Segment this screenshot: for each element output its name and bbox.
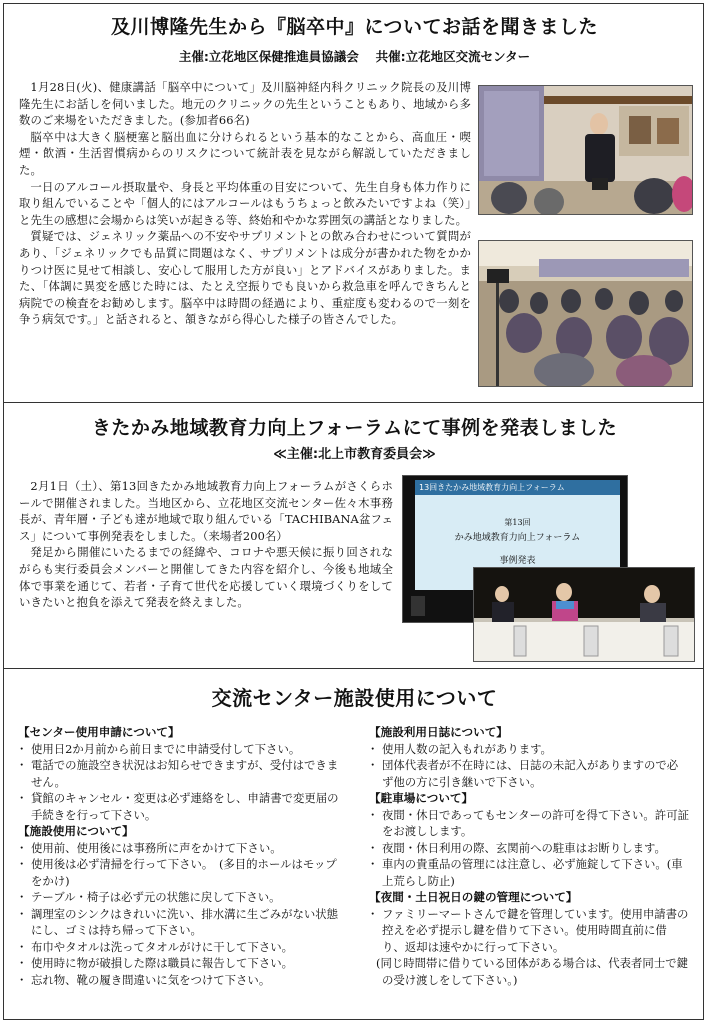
list-item: ・ 夜間・休日であってもセンターの許可を得て下さい。許可証をお渡しします。 [369, 807, 689, 840]
key-management-list [369, 906, 689, 956]
section1-paragraph: 脳卒中は大きく脳梗塞と脳出血に分けられるという基本的なことから、高血圧・喫煙・飲酒・生活習慣病からのリスクについて統計表を見ながら解説していただきました。 [19, 129, 471, 177]
section1-title: 及川博隆先生から『脳卒中』についてお話を聞きました [110, 16, 599, 38]
usage-log-heading: 【施設利用日誌について】 [369, 725, 508, 739]
list-item: ・ 忘れ物、靴の履き間違いに気をつけて下さい。 [18, 972, 343, 989]
key-management-note: (同じ時間帯に借りている団体がある場合は、代表者同士で鍵の受け渡しをして下さい。) [376, 956, 688, 987]
section1-paragraph: 1月28日(火)、健康講話「脳卒中について」及川脳神経内科クリニック院長の及川博隆先生にお話しを伺いました。地元のクリニックの先生ということもあり、地域から多数のご来場をいただきました。(参加者66名) [19, 80, 471, 128]
list-item: ・ 貸館のキャンセル・変更は必ず連絡をし、申請書で変更届の手続きを行って下さい。 [18, 790, 343, 823]
section-divider-2 [3, 668, 704, 669]
lecture-speaker-photo [478, 85, 693, 215]
list-item: ・ ファミリーマートさんで鍵を管理しています。使用申請書の控えを必ず提示し鍵を借りて下さい。使用時間直前に借り、返却は速やかに行って下さい。 [369, 906, 689, 956]
list-item: ・ テーブル・椅子は必ず元の状態に戻して下さい。 [18, 889, 343, 906]
forum-panel-image [474, 568, 695, 662]
list-item: ・ 団体代表者が不在時には、日誌の未記入がありますので必ず他の方に引き継いで下さい。 [369, 757, 689, 790]
list-item: ・ 夜間・休日利用の際、玄関前への駐車はお断りします。 [369, 840, 689, 857]
section3-right-column [369, 724, 689, 988]
lecture-audience-photo [478, 240, 693, 387]
section2-body [19, 478, 393, 611]
parking-heading: 【駐車場について】 [369, 791, 474, 805]
list-item: ・ 使用日2か月前から前日までに申請受付して下さい。 [18, 741, 343, 758]
list-item: ・ 調理室のシンクはきれいに洗い、排水溝に生ごみがない状態にし、ゴミは持ち帰って下さい。 [18, 906, 343, 939]
facility-use-list [18, 840, 343, 989]
lecture-audience-image [479, 241, 693, 387]
list-item: ・ 使用時に物が破損した際は職員に報告して下さい。 [18, 955, 343, 972]
section1-subtitle: 主催:立花地区保健推進員協議会 共催:立花地区交流センター [178, 49, 531, 64]
facility-use-heading: 【施設使用について】 [18, 824, 134, 838]
center-application-heading: 【センター使用申請について】 [18, 725, 180, 739]
list-item: ・ 使用前、使用後には事務所に声をかけて下さい。 [18, 840, 343, 857]
section2-paragraph: 発足から開催にいたるまでの経緯や、コロナや悪天候に振り回されながらも実行委員会メンバーと開催してきた内容を紹介し、今後も地域全体で事業を通じて、若者・子育て世代を応援していく環境づくりをしていきたいと抱負を添えて発表を終えました。 [19, 545, 393, 610]
forum-slide-line2: かみ地域教育力向上フォーラム [454, 533, 581, 543]
list-item: ・ 使用後は必ず清掃を行って下さい。 (多目的ホールはモップをかけ) [18, 856, 343, 889]
section2-title: きたかみ地域教育力向上フォーラムにて事例を発表しました [91, 417, 618, 439]
usage-log-list [369, 741, 689, 791]
section3-left-column [18, 724, 343, 988]
section1-paragraph: 質疑では、ジェネリック薬品への不安やサプリメントとの飲み合わせについて質問があり、「ジェネリックでも品質に問題はなく、サプリメントは成分が書かれた物をかかりつけ医に見せて相談し、安心して服用した方が良い」とアドバイスがありました。また、「体調に異変を感じた時には、たとえ空振りでも良いから救急車を呼んできちんと病院での検査をお勧めします。脳卒中は時間の経過により、重症度も変わるので一刻を争う病気です。」と話されると、頷きながら得心した様子の皆さんでした。 [19, 229, 471, 327]
parking-list [369, 807, 689, 890]
list-item: ・ 車内の貴重品の管理には注意し、必ず施錠して下さい。(車上荒らし防止) [369, 856, 689, 889]
section2-subtitle: ≪主催:北上市教育委員会≫ [273, 447, 436, 462]
forum-slide-header: 13回きたかみ地域教育力向上フォーラム [415, 480, 620, 495]
forum-panel-photo [473, 567, 695, 662]
section-divider-1 [3, 402, 704, 403]
list-item: ・ 布巾やタオルは洗ってタオルがけに干して下さい。 [18, 939, 343, 956]
lecture-speaker-image [479, 86, 693, 215]
key-management-heading: 【夜間・土日祝日の鍵の管理について】 [369, 890, 578, 904]
forum-slide-line1: 第13回 [504, 518, 531, 527]
list-item: ・ 使用人数の記入もれがあります。 [369, 741, 689, 758]
forum-slide-line3: 事例発表 [499, 556, 536, 566]
section2-paragraph: 2月1日（土）、第13回きたかみ地域教育力向上フォーラムがさくらホールで開催されました。当地区から、立花地区交流センター佐々木事務長が、青年層・子ども達が地域で取り組んでいる「TACHIBANA盆フェス」について事例発表をしました。（来場者200名） [19, 479, 393, 543]
center-application-list [18, 741, 343, 824]
section1-body [19, 79, 471, 328]
list-item: ・ 電話での施設空き状況はお知らせできますが、受付はできません。 [18, 757, 343, 790]
section1-paragraph: 一日のアルコール摂取量や、身長と平均体重の目安について、先生自身も体力作りに取り組んでいることや「個人的にはアルコールはもうちょっと飲みたいですよね（笑）」と先生の感想に会場からは笑いが起きる等、終始和やかな雰囲気の講話となりました。 [19, 179, 471, 227]
section3-title: 交流センター施設使用について [211, 686, 498, 710]
